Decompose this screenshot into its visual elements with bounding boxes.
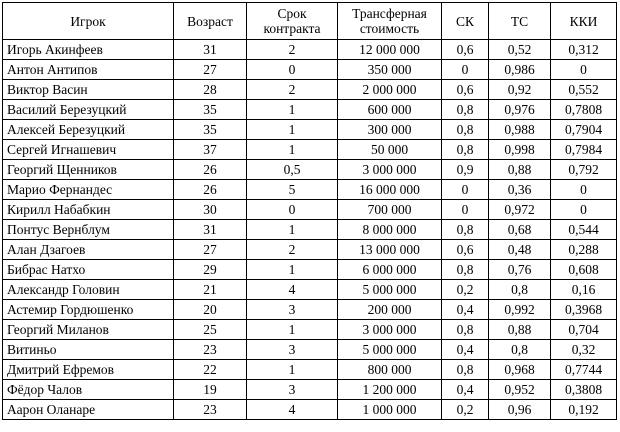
cell-ts: 0,998 — [489, 140, 551, 160]
cell-age: 35 — [174, 100, 247, 120]
cell-transfer-value: 6 000 000 — [338, 260, 442, 280]
cell-player-name: Марио Фернандес — [3, 180, 174, 200]
cell-kki: 0,3968 — [551, 300, 617, 320]
cell-age: 21 — [174, 280, 247, 300]
cell-age: 27 — [174, 240, 247, 260]
cell-transfer-value: 2 000 000 — [338, 80, 442, 100]
cell-kki: 0,192 — [551, 400, 617, 420]
cell-transfer-value: 700 000 — [338, 200, 442, 220]
cell-contract-term: 1 — [247, 260, 338, 280]
table-header — [3, 3, 617, 40]
cell-age: 26 — [174, 160, 247, 180]
table-row — [3, 200, 617, 220]
cell-contract-term: 3 — [247, 300, 338, 320]
cell-sk: 0,4 — [442, 380, 489, 400]
cell-kki: 0 — [551, 60, 617, 80]
cell-kki: 0 — [551, 200, 617, 220]
cell-kki: 0,792 — [551, 160, 617, 180]
cell-player-name: Бибрас Натхо — [3, 260, 174, 280]
cell-transfer-value: 600 000 — [338, 100, 442, 120]
cell-contract-term: 1 — [247, 220, 338, 240]
cell-ts: 0,968 — [489, 360, 551, 380]
cell-contract-term: 2 — [247, 240, 338, 260]
table-row — [3, 160, 617, 180]
cell-player-name: Сергей Игнашевич — [3, 140, 174, 160]
cell-contract-term: 0 — [247, 200, 338, 220]
cell-ts: 0,992 — [489, 300, 551, 320]
table-row — [3, 360, 617, 380]
cell-player-name: Антон Антипов — [3, 60, 174, 80]
cell-contract-term: 3 — [247, 380, 338, 400]
cell-contract-term: 1 — [247, 320, 338, 340]
cell-kki: 0,7904 — [551, 120, 617, 140]
cell-contract-term: 1 — [247, 140, 338, 160]
cell-age: 31 — [174, 220, 247, 240]
cell-transfer-value: 5 000 000 — [338, 340, 442, 360]
cell-sk: 0,8 — [442, 100, 489, 120]
cell-ts: 0,8 — [489, 340, 551, 360]
cell-kki: 0,312 — [551, 40, 617, 60]
cell-transfer-value: 3 000 000 — [338, 160, 442, 180]
cell-kki: 0,544 — [551, 220, 617, 240]
cell-ts: 0,68 — [489, 220, 551, 240]
table-row — [3, 140, 617, 160]
cell-age: 26 — [174, 180, 247, 200]
cell-transfer-value: 5 000 000 — [338, 280, 442, 300]
cell-ts: 0,976 — [489, 100, 551, 120]
table-row — [3, 300, 617, 320]
cell-player-name: Кирилл Набабкин — [3, 200, 174, 220]
cell-transfer-value: 50 000 — [338, 140, 442, 160]
cell-player-name: Александр Головин — [3, 280, 174, 300]
cell-player-name: Георгий Миланов — [3, 320, 174, 340]
cell-contract-term: 2 — [247, 80, 338, 100]
cell-transfer-value: 16 000 000 — [338, 180, 442, 200]
header-row — [3, 3, 617, 40]
cell-kki: 0,32 — [551, 340, 617, 360]
cell-ts: 0,972 — [489, 200, 551, 220]
table-row — [3, 240, 617, 260]
cell-age: 35 — [174, 120, 247, 140]
cell-age: 22 — [174, 360, 247, 380]
cell-ts: 0,952 — [489, 380, 551, 400]
cell-kki: 0,7808 — [551, 100, 617, 120]
table-row — [3, 400, 617, 420]
cell-transfer-value: 3 000 000 — [338, 320, 442, 340]
cell-transfer-value: 1 000 000 — [338, 400, 442, 420]
cell-age: 25 — [174, 320, 247, 340]
cell-sk: 0,8 — [442, 140, 489, 160]
cell-sk: 0,9 — [442, 160, 489, 180]
cell-sk: 0 — [442, 60, 489, 80]
cell-contract-term: 1 — [247, 120, 338, 140]
cell-sk: 0,8 — [442, 320, 489, 340]
table-row — [3, 260, 617, 280]
table-row — [3, 60, 617, 80]
cell-ts: 0,88 — [489, 320, 551, 340]
cell-ts: 0,986 — [489, 60, 551, 80]
cell-transfer-value: 300 000 — [338, 120, 442, 140]
cell-ts: 0,8 — [489, 280, 551, 300]
cell-contract-term: 4 — [247, 280, 338, 300]
table-row — [3, 340, 617, 360]
header-kki: ККИ — [551, 3, 617, 40]
cell-player-name: Георгий Щенников — [3, 160, 174, 180]
header-age: Возраст — [174, 3, 247, 40]
cell-age: 30 — [174, 200, 247, 220]
table-row — [3, 100, 617, 120]
cell-kki: 0,7984 — [551, 140, 617, 160]
cell-kki: 0,288 — [551, 240, 617, 260]
cell-transfer-value: 800 000 — [338, 360, 442, 380]
cell-player-name: Фёдор Чалов — [3, 380, 174, 400]
cell-age: 28 — [174, 80, 247, 100]
cell-kki: 0,608 — [551, 260, 617, 280]
cell-sk: 0 — [442, 180, 489, 200]
cell-age: 19 — [174, 380, 247, 400]
cell-player-name: Игорь Акинфеев — [3, 40, 174, 60]
header-sk: СК — [442, 3, 489, 40]
cell-age: 20 — [174, 300, 247, 320]
cell-sk: 0,8 — [442, 220, 489, 240]
cell-contract-term: 3 — [247, 340, 338, 360]
cell-player-name: Василий Березуцкий — [3, 100, 174, 120]
cell-player-name: Виктор Васин — [3, 80, 174, 100]
table-row — [3, 380, 617, 400]
cell-transfer-value: 200 000 — [338, 300, 442, 320]
cell-kki: 0,7744 — [551, 360, 617, 380]
table-row — [3, 180, 617, 200]
cell-sk: 0 — [442, 200, 489, 220]
cell-player-name: Дмитрий Ефремов — [3, 360, 174, 380]
cell-kki: 0,16 — [551, 280, 617, 300]
cell-kki: 0,704 — [551, 320, 617, 340]
cell-sk: 0,2 — [442, 280, 489, 300]
table-row — [3, 40, 617, 60]
cell-kki: 0,552 — [551, 80, 617, 100]
cell-sk: 0,8 — [442, 120, 489, 140]
cell-transfer-value: 350 000 — [338, 60, 442, 80]
cell-age: 23 — [174, 340, 247, 360]
cell-contract-term: 2 — [247, 40, 338, 60]
cell-sk: 0,6 — [442, 40, 489, 60]
cell-age: 27 — [174, 60, 247, 80]
cell-sk: 0,6 — [442, 240, 489, 260]
cell-contract-term: 1 — [247, 360, 338, 380]
header-player: Игрок — [3, 3, 174, 40]
header-contract-term: Срок контракта — [247, 3, 338, 40]
header-transfer-value: Трансферная стоимость — [338, 3, 442, 40]
cell-ts: 0,36 — [489, 180, 551, 200]
cell-age: 23 — [174, 400, 247, 420]
cell-contract-term: 0,5 — [247, 160, 338, 180]
cell-player-name: Алексей Березуцкий — [3, 120, 174, 140]
cell-sk: 0,2 — [442, 400, 489, 420]
players-table — [2, 2, 617, 420]
cell-transfer-value: 1 200 000 — [338, 380, 442, 400]
cell-contract-term: 1 — [247, 100, 338, 120]
cell-ts: 0,88 — [489, 160, 551, 180]
cell-sk: 0,4 — [442, 300, 489, 320]
cell-sk: 0,8 — [442, 360, 489, 380]
table-row — [3, 320, 617, 340]
cell-transfer-value: 12 000 000 — [338, 40, 442, 60]
cell-ts: 0,988 — [489, 120, 551, 140]
cell-contract-term: 5 — [247, 180, 338, 200]
cell-player-name: Понтус Вернблум — [3, 220, 174, 240]
table-row — [3, 120, 617, 140]
cell-player-name: Аарон Оланаре — [3, 400, 174, 420]
cell-sk: 0,4 — [442, 340, 489, 360]
cell-player-name: Астемир Гордюшенко — [3, 300, 174, 320]
cell-age: 29 — [174, 260, 247, 280]
cell-player-name: Алан Дзагоев — [3, 240, 174, 260]
cell-age: 37 — [174, 140, 247, 160]
cell-player-name: Витиньо — [3, 340, 174, 360]
cell-age: 31 — [174, 40, 247, 60]
cell-ts: 0,52 — [489, 40, 551, 60]
cell-ts: 0,96 — [489, 400, 551, 420]
cell-kki: 0 — [551, 180, 617, 200]
cell-sk: 0,6 — [442, 80, 489, 100]
cell-transfer-value: 8 000 000 — [338, 220, 442, 240]
cell-transfer-value: 13 000 000 — [338, 240, 442, 260]
cell-contract-term: 0 — [247, 60, 338, 80]
cell-sk: 0,8 — [442, 260, 489, 280]
cell-ts: 0,76 — [489, 260, 551, 280]
cell-ts: 0,48 — [489, 240, 551, 260]
cell-ts: 0,92 — [489, 80, 551, 100]
table-row — [3, 80, 617, 100]
header-ts: ТС — [489, 3, 551, 40]
cell-contract-term: 4 — [247, 400, 338, 420]
table-body — [3, 40, 617, 420]
cell-kki: 0,3808 — [551, 380, 617, 400]
table-row — [3, 280, 617, 300]
table-row — [3, 220, 617, 240]
